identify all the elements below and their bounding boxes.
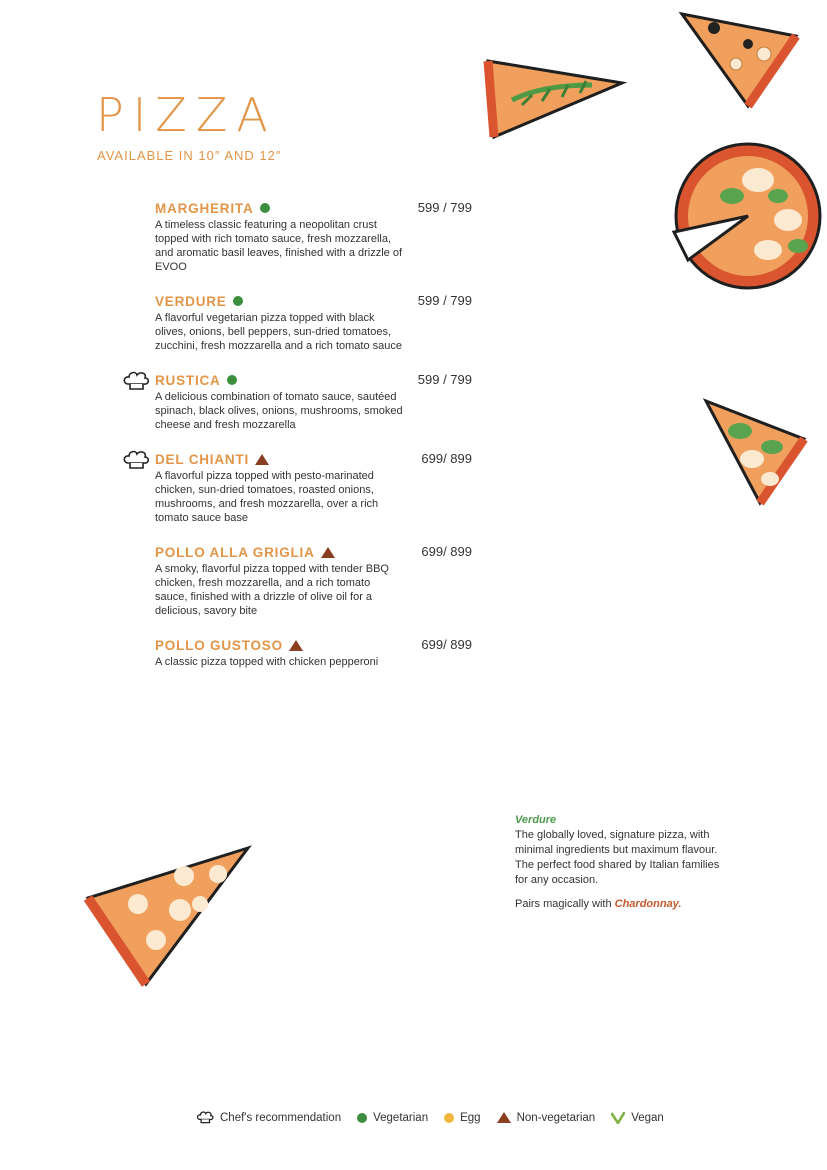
whole-pizza-illustration [648,140,827,292]
chef-hat-icon [196,1110,214,1125]
item-description: A timeless classic featuring a neopolitan crust topped with rich tomato sauce, fresh mozzarella, and aromatic basil leaves, finished with a drizzle of EVOO [155,219,403,273]
item-name: DEL CHIANTI [155,451,250,467]
non-vegetarian-icon [497,1112,511,1123]
non-vegetarian-icon [321,547,335,558]
item-description: A classic pizza topped with chicken pepperoni [155,656,379,668]
legend-non-vegetarian [497,1112,596,1124]
item-name: POLLO ALLA GRIGLIA [155,544,315,560]
item-description: A flavorful vegetarian pizza topped with black olives, onions, bell peppers, sun-dried tomatoes, zucchini, fresh mozzarella and a rich tomato sauce [155,312,403,352]
menu-item-pollo-alla-griglia [120,543,480,618]
chef-hat-icon [122,449,150,471]
legend-egg-label: Egg [460,1111,481,1124]
menu-item-rustica [120,371,480,432]
note-title: Verdure [515,814,557,826]
item-name: POLLO GUSTOSO [155,637,283,653]
vegetarian-icon [233,296,243,306]
menu-item-margherita [120,199,480,274]
pizza-slice-mushroom-illustration [678,10,803,110]
legend-vegan-label: Vegan [631,1111,664,1124]
menu-item-verdure [120,292,480,353]
pairing-prefix: Pairs magically with [515,898,615,910]
item-name: VERDURE [155,293,227,309]
legend-vegan [611,1112,664,1124]
pairing-line [515,897,725,912]
legend-chef [196,1110,341,1125]
legend-chef-label: Chef's recommendation [220,1111,342,1124]
legend-nonveg-label: Non-vegetarian [516,1111,596,1124]
item-price: 599 / 799 [417,372,472,387]
item-price: 599 / 799 [417,200,472,215]
pairing-wine: Chardonnay. [614,898,682,910]
menu-list [120,199,480,687]
pizza-slice-basil-illustration [700,395,810,510]
vegetarian-icon [227,375,237,385]
legend [196,1110,680,1125]
menu-item-del-chianti [120,450,480,525]
egg-icon [444,1113,454,1123]
non-vegetarian-icon [255,454,269,465]
item-description: A smoky, flavorful pizza topped with tender BBQ chicken, fresh mozzarella, and a rich tomato sauce, finished with a drizzle of olive oil for a delicious, savory bite [155,563,389,617]
pizza-slice-arugula-illustration [482,55,627,145]
vegetarian-icon [260,203,270,213]
non-vegetarian-icon [289,640,303,651]
note-body: The globally loved, signature pizza, with minimal ingredients but maximum flavour. The perfect food shared by Italian families for any occasion. [515,829,720,886]
legend-egg [444,1112,480,1124]
item-price: 699/ 899 [421,637,472,652]
item-name: MARGHERITA [155,200,254,216]
item-price: 699/ 899 [421,451,472,466]
legend-veg-label: Vegetarian [373,1111,429,1124]
legend-vegetarian [357,1112,428,1124]
page-subtitle: AVAILABLE IN 10″ AND 12″ [97,148,282,163]
item-description: A flavorful pizza topped with pesto-marinated chicken, sun-dried tomatoes, roasted onions, mushrooms, and fresh mozzarella, over a rich tomato sauce base [155,470,379,524]
item-price: 699/ 899 [421,544,472,559]
pairing-note [515,813,725,912]
chef-hat-icon [122,370,150,392]
item-description: A delicious combination of tomato sauce, sautéed spinach, black olives, onions, mushrooms, smoked cheese and fresh mozzarella [155,391,403,431]
menu-item-pollo-gustoso [120,636,480,669]
item-price: 599 / 799 [417,293,472,308]
vegan-icon [611,1112,625,1124]
vegetarian-icon [357,1113,367,1123]
item-name: RUSTICA [155,372,221,388]
pizza-slice-mozzarella-illustration [80,840,255,990]
page-title: PIZZA [96,88,277,142]
